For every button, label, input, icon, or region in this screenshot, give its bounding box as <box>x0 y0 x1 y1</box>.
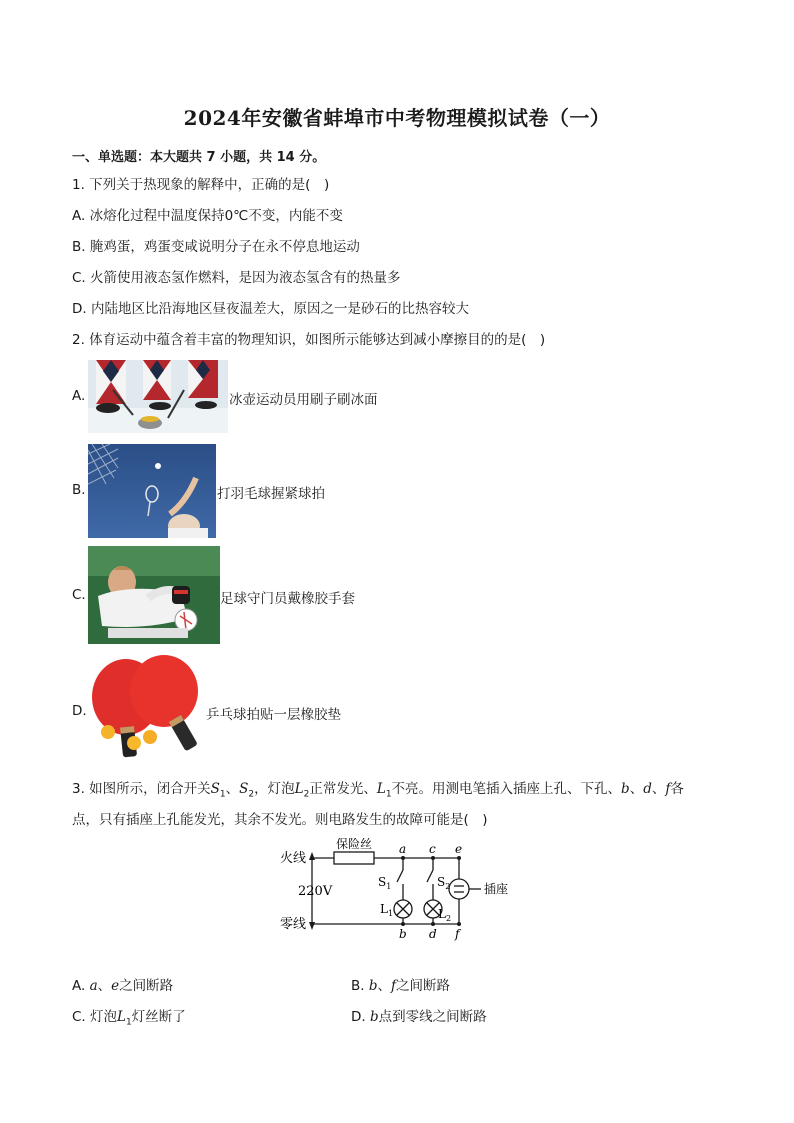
switch-s1-label: $S_1$ <box>378 875 392 891</box>
q2-option-b-text: 打羽毛球握紧球拍 <box>217 486 325 502</box>
q2-option-b-letter[interactable]: B. <box>72 482 86 498</box>
fuse-label: 保险丝 <box>336 838 373 851</box>
q1-option-a[interactable]: A. 冰熔化过程中温度保持0℃不变，内能不变 <box>72 208 343 224</box>
q2-option-c-letter[interactable]: C. <box>72 587 86 603</box>
q1-option-c[interactable]: C. 火箭使用液态氢作燃料，是因为液态氢含有的热量多 <box>72 270 401 286</box>
curling-image <box>88 360 228 433</box>
q2-stem: 2. 体育运动中蕴含着丰富的物理知识，如图所示能够达到减小摩擦目的的是( ) <box>72 332 546 348</box>
q3-stem-line2: 点，只有插座上孔能发光，其余不发光。则电路发生的故障可能是( ) <box>72 812 488 828</box>
lamp-l1-label: $L_1$ <box>380 902 394 918</box>
q2-option-d-letter[interactable]: D. <box>72 703 87 719</box>
q3-option-a[interactable]: A. a、e之间断路 <box>72 978 174 994</box>
section-heading: 一、单选题：本大题共 7 小题，共 14 分。 <box>72 150 326 165</box>
node-d-label: d <box>429 927 437 941</box>
q3-option-d[interactable]: D. b点到零线之间断路 <box>351 1009 487 1025</box>
node-f-label: f <box>455 927 460 941</box>
switch-s2-label: $S_2$ <box>437 875 451 891</box>
node-e-label: e <box>455 842 463 856</box>
q3-option-c[interactable]: C. 灯泡$L_1$灯丝断了 <box>72 1009 186 1028</box>
q2-option-d-text: 乒乓球拍贴一层橡胶垫 <box>206 707 341 723</box>
goalkeeper-image <box>88 546 220 644</box>
q2-option-a-letter[interactable]: A. <box>72 388 86 404</box>
badminton-image <box>88 444 216 538</box>
page-title: 2024年安徽省蚌埠市中考物理模拟试卷（一） <box>183 106 611 130</box>
node-c-label: c <box>429 842 436 856</box>
q1-option-b[interactable]: B. 腌鸡蛋，鸡蛋变咸说明分子在永不停息地运动 <box>72 239 360 255</box>
q2-option-c-text: 足球守门员戴橡胶手套 <box>220 591 355 607</box>
circuit-diagram <box>272 838 522 948</box>
live-wire-label: 火线 <box>280 851 307 866</box>
voltage-label: 220V <box>298 884 333 899</box>
q3-stem-line1: 3. 如图所示，闭合开关$S_1$、$S_2$，灯泡$L_2$正常发光、$L_1$不亮。用测电笔插入插座上孔、下孔、b、d、f各 <box>72 781 684 800</box>
neutral-wire-label: 零线 <box>280 917 307 932</box>
ping-pong-paddles-image <box>88 655 206 759</box>
q2-option-a-text: 冰壶运动员用刷子刷冰面 <box>229 392 378 408</box>
node-b-label: b <box>399 927 407 941</box>
socket-label: 插座 <box>484 882 509 896</box>
q3-option-b[interactable]: B. b、f之间断路 <box>351 978 451 994</box>
node-a-label: a <box>399 842 407 856</box>
lamp-l2-label: $L_2$ <box>438 907 452 923</box>
q1-stem: 1. 下列关于热现象的解释中，正确的是( ) <box>72 177 330 193</box>
q1-option-d[interactable]: D. 内陆地区比沿海地区昼夜温差大，原因之一是砂石的比热容较大 <box>72 301 469 317</box>
